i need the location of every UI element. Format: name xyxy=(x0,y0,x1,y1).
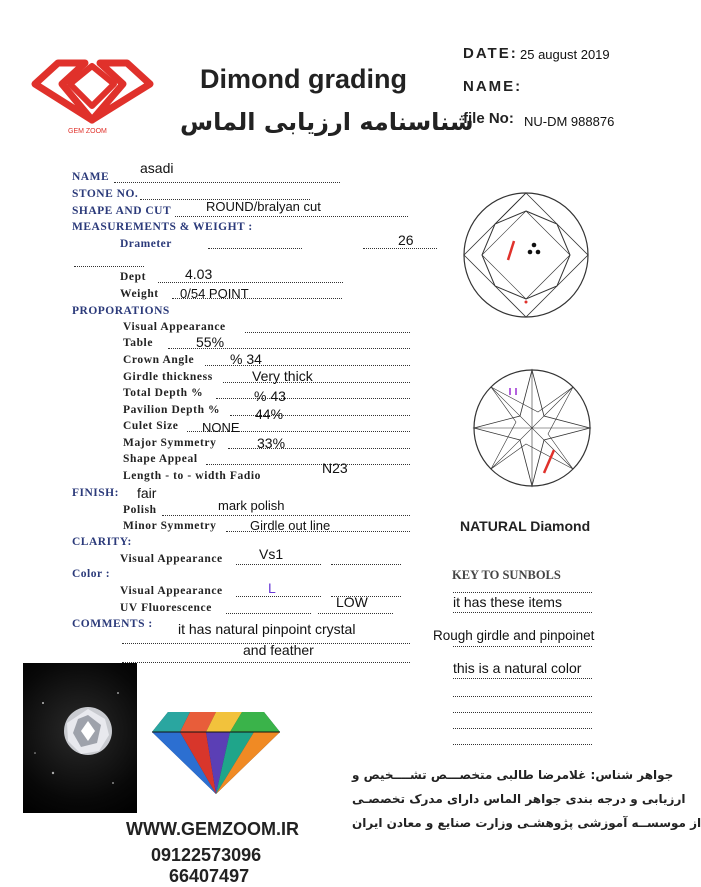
ratio-value: N23 xyxy=(322,460,348,476)
color-value: L xyxy=(268,580,276,596)
polish-label: Polish xyxy=(123,504,157,516)
name-label-header: NAME: xyxy=(463,78,523,95)
uv-line-1 xyxy=(226,613,311,614)
key-dots-1 xyxy=(453,592,592,593)
clarity-line-2 xyxy=(331,564,401,565)
clarity-label: CLARITY: xyxy=(72,536,132,548)
stone-label: STONE NO. xyxy=(72,188,139,200)
drameter-line-3 xyxy=(74,266,144,267)
grader-line-3: از موسســه آموزشی پژوهشـی وزارت صنایع و معادن ایران xyxy=(352,816,701,830)
comment-line-2: and feather xyxy=(243,642,314,658)
girdle-label: Girdle thickness xyxy=(123,371,213,383)
weight-label: Weight xyxy=(120,288,159,300)
prop-visual-line xyxy=(245,332,410,333)
shape-value: ROUND/bralyan cut xyxy=(206,199,321,214)
polish-value: mark polish xyxy=(218,498,285,513)
key-dots-8 xyxy=(453,744,592,745)
comments-label: COMMENTS : xyxy=(72,618,153,630)
diamond-photo-stone-icon xyxy=(23,663,137,813)
clarity-value: Vs1 xyxy=(259,546,284,562)
dept-value: 4.03 xyxy=(185,266,213,282)
logo-diamond-icon xyxy=(30,58,155,128)
phone-1: 09122573096 xyxy=(151,845,262,865)
minor-value: Girdle out line xyxy=(250,518,331,533)
pavilion-diagram xyxy=(472,368,592,488)
title-en: Dimond grading xyxy=(200,64,407,94)
title-fa: شناسنامه ارزیابی الماس xyxy=(180,108,474,136)
uv-value: LOW xyxy=(336,594,368,610)
shape-label: SHAPE AND CUT xyxy=(72,205,172,217)
grader-line-1: جواهر شناس: غلامرضا طالبی متخصـــص تشــــخیص و xyxy=(352,768,674,782)
major-line xyxy=(228,448,410,449)
date-label: DATE: xyxy=(463,45,518,62)
proportions-label: PROPORATIONS xyxy=(72,305,170,317)
dept-line xyxy=(158,282,343,283)
key-dots-2 xyxy=(453,612,592,613)
shape-appeal-line xyxy=(206,464,410,465)
drameter-value: 26 xyxy=(398,232,414,248)
diamond-graphic xyxy=(150,710,282,796)
key-item-1: it has these items xyxy=(453,594,562,610)
uv-line-2 xyxy=(318,613,393,614)
finish-value: fair xyxy=(137,485,157,501)
culet-value: NONE xyxy=(202,420,240,435)
minor-label: Minor Symmetry xyxy=(123,520,217,532)
girdle-value: Very thick xyxy=(252,368,313,384)
file-label: file No: xyxy=(463,110,514,127)
key-item-3: this is a natural color xyxy=(453,660,582,676)
natural-diamond-label: NATURAL Diamond xyxy=(460,518,591,534)
major-value: 33% xyxy=(257,435,286,451)
finish-label: FINISH: xyxy=(72,487,119,499)
key-item-2: Rough girdle and pinpoinet xyxy=(433,628,595,643)
culet-label: Culet Size xyxy=(123,420,179,432)
measure-label: MEASUREMENTS & WEIGHT : xyxy=(72,221,253,233)
color-line-1 xyxy=(236,596,321,597)
logo-text: GEM ZOOM xyxy=(68,128,107,135)
weight-value: 0/54 POINT xyxy=(180,286,249,301)
crown-diagram xyxy=(462,191,590,319)
polish-line xyxy=(162,515,410,516)
phone-2: 66407497 xyxy=(169,866,250,886)
drameter-line-2 xyxy=(363,248,437,249)
key-dots-5 xyxy=(453,696,592,697)
comment-line-1: it has natural pinpoint crystal xyxy=(178,621,356,637)
key-title: KEY TO SUNBOLS xyxy=(452,568,561,582)
dept-label: Dept xyxy=(120,271,147,283)
crown-label: Crown Angle xyxy=(123,354,195,366)
grader-line-2: ارزیابی و درجه بندی جواهر الماس دارای مدرک تخصصـی xyxy=(352,792,686,806)
name-value: asadi xyxy=(140,160,174,176)
pavilion-value: 44% xyxy=(255,406,284,422)
file-value: NU-DM 988876 xyxy=(524,114,615,129)
uv-label: UV Fluorescence xyxy=(120,602,212,614)
diamond-photo xyxy=(23,663,137,813)
shape-line xyxy=(175,216,408,217)
crown-value: % 34 xyxy=(230,351,262,367)
shape-appeal-label: Shape Appeal xyxy=(123,453,198,465)
key-dots-4 xyxy=(453,678,592,679)
logo xyxy=(30,58,155,138)
key-dots-6 xyxy=(453,712,592,713)
clarity-line-1 xyxy=(236,564,321,565)
color-visual-label: Visual Appearance xyxy=(120,585,223,597)
drameter-line-1 xyxy=(208,248,302,249)
depth-value: % 43 xyxy=(254,388,286,404)
comment-dots-2 xyxy=(122,662,410,663)
clarity-visual-label: Visual Appearance xyxy=(120,553,223,565)
major-label: Major Symmetry xyxy=(123,437,217,449)
pavilion-label: Pavilion Depth % xyxy=(123,404,221,416)
table-label: Table xyxy=(123,337,154,349)
drameter-label: Drameter xyxy=(120,238,172,250)
depth-line xyxy=(216,398,410,399)
table-value: 55% xyxy=(196,334,225,350)
date-value: 25 august 2019 xyxy=(520,47,610,62)
prop-visual-label: Visual Appearance xyxy=(123,321,226,333)
website[interactable]: WWW.GEMZOOM.IR xyxy=(126,819,299,839)
name-label: NAME xyxy=(72,171,110,183)
color-label: Color : xyxy=(72,568,111,580)
key-dots-3 xyxy=(453,646,592,647)
name-line xyxy=(114,182,340,183)
depth-label: Total Depth % xyxy=(123,387,204,399)
ratio-label: Length - to - width Fadio xyxy=(123,470,261,482)
key-dots-7 xyxy=(453,728,592,729)
